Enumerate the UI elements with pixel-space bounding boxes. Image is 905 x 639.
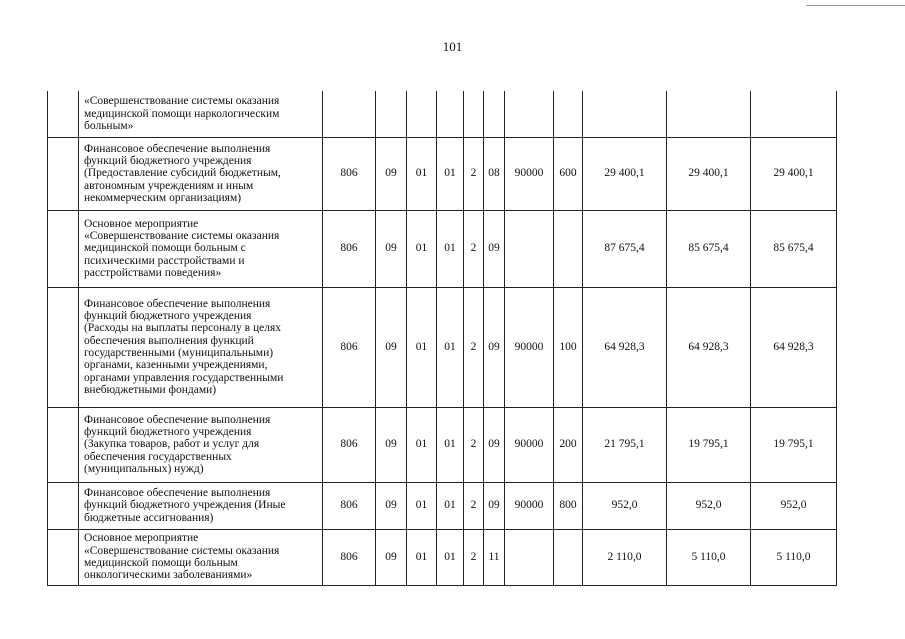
- row-name-line: больным»: [84, 119, 134, 132]
- code-subsection: 01: [407, 407, 437, 482]
- row-name-line: функций бюджетного учреждения (Иные: [84, 499, 286, 512]
- code-ministry: 806: [323, 210, 376, 287]
- code-subprog: 2: [464, 407, 484, 482]
- row-name-line: государственными (муниципальными): [84, 347, 274, 359]
- code-exp-type: 600: [554, 137, 583, 210]
- amount-y1: 29 400,1: [583, 137, 667, 210]
- code-subsection: 01: [407, 482, 437, 529]
- page-number: 101: [442, 39, 463, 54]
- table-row: [48, 407, 837, 482]
- row-name-line: «Совершенствование системы оказания: [84, 230, 280, 243]
- row-name-line: психическими расстройствами и: [84, 254, 245, 267]
- row-name-line: обеспечения выполнения функций: [84, 334, 254, 347]
- row-number-cell: [48, 529, 79, 585]
- code-section: 09: [376, 407, 407, 482]
- row-name-line: медицинской помощи наркологическим: [84, 107, 280, 120]
- row-name: [79, 210, 323, 287]
- row-name-line: автономным учреждениям и иным: [84, 179, 254, 192]
- code-section: 09: [376, 210, 407, 287]
- amount-y3: 64 928,3: [751, 287, 837, 407]
- code-section: [376, 91, 407, 137]
- code-direction: [505, 210, 554, 287]
- row-name-line: медицинской помощи больным: [84, 557, 238, 569]
- amount-y2: 952,0: [667, 482, 751, 529]
- row-name: [79, 287, 323, 407]
- code-ministry: 806: [323, 287, 376, 407]
- code-direction: [505, 529, 554, 585]
- code-ministry: 806: [323, 482, 376, 529]
- amount-y1: 64 928,3: [583, 287, 667, 407]
- code-ministry: 806: [323, 529, 376, 585]
- budget-table: [47, 91, 837, 586]
- amount-y1: 87 675,4: [583, 210, 667, 287]
- row-name-line: онкологическими заболеваниями»: [84, 569, 253, 582]
- row-name-line: «Совершенствование системы оказания: [84, 95, 280, 108]
- code-event: 11: [484, 529, 505, 585]
- amount-y2: 19 795,1: [667, 407, 751, 482]
- code-section: 09: [376, 287, 407, 407]
- amount-y2: [667, 91, 751, 137]
- amount-y3: 952,0: [751, 482, 837, 529]
- code-subprog: 2: [464, 482, 484, 529]
- code-subprog: [464, 91, 484, 137]
- table-row: [48, 287, 837, 407]
- amount-y3: 29 400,1: [751, 137, 837, 210]
- row-name: [79, 91, 323, 137]
- row-name-line: расстройствами поведения»: [84, 266, 222, 279]
- amount-y1: [583, 91, 667, 137]
- row-name-line: органами управления государственными: [84, 371, 284, 384]
- amount-y3: 85 675,4: [751, 210, 837, 287]
- row-name-line: органами, казенными учреждениями,: [84, 359, 268, 372]
- code-direction: 90000: [505, 137, 554, 210]
- code-subsection: [407, 91, 437, 137]
- code-prog: 01: [437, 287, 464, 407]
- code-subprog: 2: [464, 210, 484, 287]
- row-name-line: (Предоставление субсидий бюджетным,: [84, 167, 281, 180]
- row-name-line: обеспечения государственных: [84, 450, 232, 463]
- code-prog: [437, 91, 464, 137]
- code-section: 09: [376, 529, 407, 585]
- scan-edge-line: [806, 5, 905, 6]
- code-section: 09: [376, 137, 407, 210]
- code-event: 09: [484, 482, 505, 529]
- code-subprog: 2: [464, 137, 484, 210]
- table-row: [48, 210, 837, 287]
- row-name-line: функций бюджетного учреждения: [84, 155, 252, 168]
- code-section: 09: [376, 482, 407, 529]
- code-exp-type: [554, 91, 583, 137]
- amount-y2: 64 928,3: [667, 287, 751, 407]
- code-event: 09: [484, 210, 505, 287]
- row-name-line: некоммерческим организациям): [84, 191, 242, 204]
- row-name-line: Основное мероприятие: [84, 532, 199, 545]
- code-event: 08: [484, 137, 505, 210]
- code-event: 09: [484, 407, 505, 482]
- table-row: [48, 482, 837, 529]
- table-row: [48, 529, 837, 585]
- amount-y2: 85 675,4: [667, 210, 751, 287]
- row-number-cell: [48, 210, 79, 287]
- amount-y3: 5 110,0: [751, 529, 837, 585]
- row-name-line: (Закупка товаров, работ и услуг для: [84, 438, 260, 451]
- code-prog: 01: [437, 210, 464, 287]
- code-ministry: 806: [323, 407, 376, 482]
- code-direction: [505, 91, 554, 137]
- table-row: [48, 137, 837, 210]
- code-subsection: 01: [407, 287, 437, 407]
- code-prog: 01: [437, 407, 464, 482]
- code-exp-type: [554, 529, 583, 585]
- row-name-line: Финансовое обеспечение выполнения: [84, 297, 271, 310]
- row-name-line: (Расходы на выплаты персоналу в целях: [84, 322, 282, 335]
- row-name-line: Финансовое обеспечение выполнения: [84, 487, 271, 500]
- code-subprog: 2: [464, 287, 484, 407]
- row-name-line: медицинской помощи больным с: [84, 242, 246, 255]
- code-ministry: 806: [323, 137, 376, 210]
- code-direction: 90000: [505, 482, 554, 529]
- code-prog: 01: [437, 482, 464, 529]
- code-subprog: 2: [464, 529, 484, 585]
- code-subsection: 01: [407, 529, 437, 585]
- code-direction: 90000: [505, 287, 554, 407]
- table-row: [48, 91, 837, 137]
- amount-y1: 952,0: [583, 482, 667, 529]
- row-name-line: Основное мероприятие: [84, 217, 199, 230]
- row-name-line: Финансовое обеспечение выполнения: [84, 142, 271, 155]
- amount-y1: 2 110,0: [583, 529, 667, 585]
- row-name: [79, 137, 323, 210]
- row-name-line: Финансовое обеспечение выполнения: [84, 413, 271, 426]
- amount-y2: 5 110,0: [667, 529, 751, 585]
- row-name-line: функций бюджетного учреждения: [84, 310, 252, 323]
- row-name-line: внебюджетными фондами): [84, 383, 217, 396]
- code-direction: 90000: [505, 407, 554, 482]
- row-name: [79, 482, 323, 529]
- row-number-cell: [48, 91, 79, 137]
- code-exp-type: 100: [554, 287, 583, 407]
- amount-y3: 19 795,1: [751, 407, 837, 482]
- row-name: [79, 407, 323, 482]
- row-number-cell: [48, 482, 79, 529]
- code-event: 09: [484, 287, 505, 407]
- row-number-cell: [48, 407, 79, 482]
- code-subsection: 01: [407, 210, 437, 287]
- code-exp-type: 800: [554, 482, 583, 529]
- row-number-cell: [48, 287, 79, 407]
- amount-y1: 21 795,1: [583, 407, 667, 482]
- code-event: [484, 91, 505, 137]
- code-exp-type: 200: [554, 407, 583, 482]
- code-prog: 01: [437, 137, 464, 210]
- row-number-cell: [48, 137, 79, 210]
- amount-y3: [751, 91, 837, 137]
- code-subsection: 01: [407, 137, 437, 210]
- table-body: [48, 91, 837, 585]
- code-prog: 01: [437, 529, 464, 585]
- amount-y2: 29 400,1: [667, 137, 751, 210]
- row-name-line: бюджетные ассигнования): [84, 511, 214, 524]
- code-exp-type: [554, 210, 583, 287]
- code-ministry: [323, 91, 376, 137]
- row-name-line: (муниципальных) нужд): [84, 462, 204, 475]
- row-name-line: «Совершенствование системы оказания: [84, 544, 280, 557]
- row-name-line: функций бюджетного учреждения: [84, 426, 252, 439]
- row-name: [79, 529, 323, 585]
